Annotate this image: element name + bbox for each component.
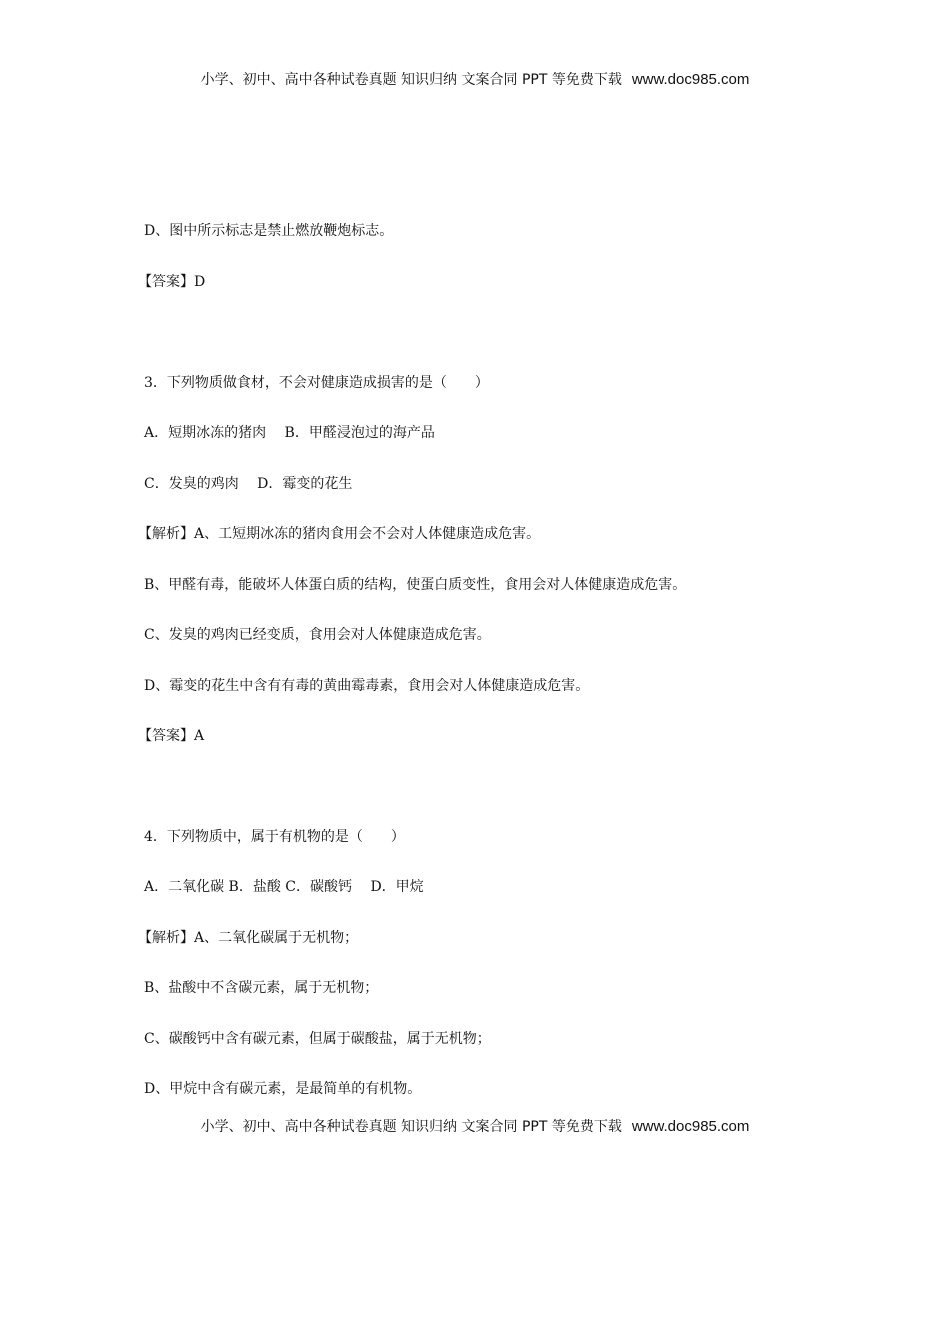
q3-options-cd: C．发臭的鸡肉 D．霉变的花生 (144, 476, 353, 492)
prev-answer: 【答案】D (138, 274, 206, 290)
q4-options: A．二氧化碳 B．盐酸 C．碳酸钙 D．甲烷 (144, 879, 424, 895)
q4-analysis-a: 【解析】A、二氧化碳属于无机物； (138, 930, 359, 946)
footer-site-link[interactable]: www.doc985.com (631, 1118, 750, 1135)
prev-option-d-explanation: D、图中所示标志是禁止燃放鞭炮标志。 (144, 223, 394, 239)
q3-answer: 【答案】A (138, 728, 205, 744)
page-footer (0, 1116, 950, 1136)
header-site-link[interactable]: www.doc985.com (631, 71, 750, 88)
q4-analysis-b: B、盐酸中不含碳元素，属于无机物； (144, 980, 379, 996)
q3-analysis-b: B、甲醛有毒，能破坏人体蛋白质的结构，使蛋白质变性，食用会对人体健康造成危害。 (144, 577, 687, 593)
q4-analysis-d: D、甲烷中含有碳元素，是最简单的有机物。 (144, 1081, 422, 1097)
q3-analysis-a: 【解析】A、工短期冰冻的猪肉食用会不会对人体健康造成危害。 (138, 526, 541, 542)
footer-text: 小学、初中、高中各种试卷真题 知识归纳 文案合同 PPT 等免费下载 (200, 1119, 622, 1135)
q3-analysis-d: D、霉变的花生中含有有毒的黄曲霉毒素，食用会对人体健康造成危害。 (144, 678, 590, 694)
q3-analysis-c: C、发臭的鸡肉已经变质，食用会对人体健康造成危害。 (144, 627, 491, 643)
page-header (0, 69, 950, 89)
q3-options-ab: A．短期冰冻的猪肉 B．甲醛浸泡过的海产品 (144, 425, 435, 441)
header-text: 小学、初中、高中各种试卷真题 知识归纳 文案合同 PPT 等免费下载 (200, 72, 622, 88)
q3-stem: 3．下列物质做食材，不会对健康造成损害的是（ ） (144, 375, 489, 391)
q4-analysis-c: C、碳酸钙中含有碳元素，但属于碳酸盐，属于无机物； (144, 1031, 491, 1047)
q4-stem: 4．下列物质中，属于有机物的是（ ） (144, 829, 405, 845)
